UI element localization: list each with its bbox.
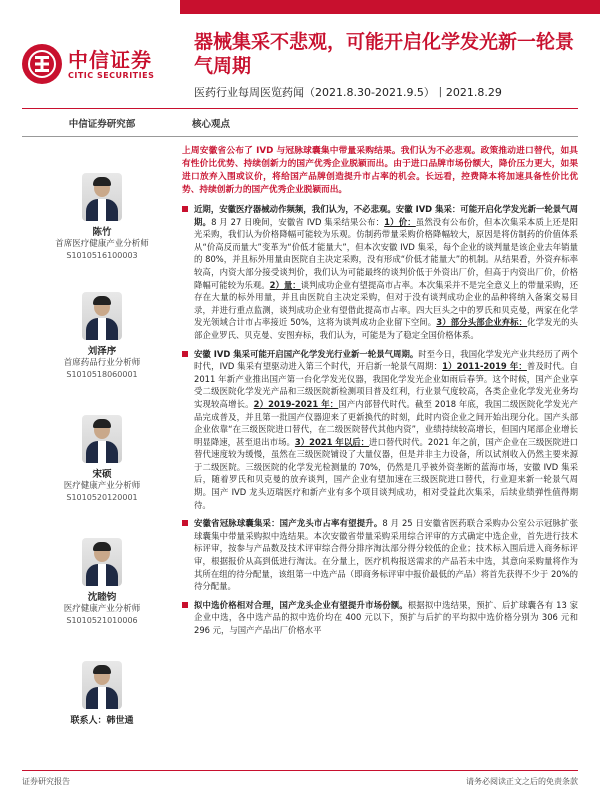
- analyst-license-id: S1010518060001: [66, 370, 138, 379]
- point-text: 8 月 27 日晚间，安徽省 IVD 集采结果公布：: [211, 216, 385, 227]
- analyst-card: [22, 415, 182, 504]
- analyst-license-id: S1010516100003: [66, 251, 138, 260]
- analyst-card: [22, 173, 182, 262]
- contact-person: 联系人：韩世通: [70, 716, 134, 726]
- point-lead: 近期，安徽医疗器械动作频频，我们认为，不必悲观。安徽 IVD 集采：可能开启化学发光新一轮景气周期。: [194, 204, 578, 227]
- analyst-name: 陈竹: [92, 227, 112, 238]
- core-views: [182, 112, 578, 643]
- footer-disclaimer: 请务必阅读正文之后的免责条款: [466, 777, 578, 786]
- point-text: 普及时代。自 2011 年新产业推出国产第一台化学发光仪器，我国化学发光企业如雨后春笋。这个时候，国产企业享受二级医院化学发光产品和三级医院新检测项目普及红利，行业景气度较高，各类企业化学发光业务均实现较高增长。: [194, 361, 579, 409]
- analyst-role: 首席药品行业分析师: [63, 358, 141, 368]
- point-text: 谈判成功企业有望提高市占率。本次集采并不是完全意义上的带量采购，还存在大量的标外用量，并且由医院自主决定采购，但对于没有谈判成功企业的品种将纳入备案交易目录，并进行重点监测，谈判成功企业有望借此提高市占率。四大巨头之中的罗氏和贝克曼，两家在化学发光领域合计市占率接近 50%，这将为谈判成功企业留下空间。: [194, 279, 579, 328]
- report-title: 器械集采不悲观，可能开启化学发光新一轮景气周期: [194, 31, 575, 77]
- footer-report-type: 证券研究报告: [22, 777, 70, 786]
- core-views-heading: 核心观点: [182, 112, 578, 137]
- point-text: 8 月 25 日安徽省医药联合采购办公室公示冠脉扩张球囊集中带量采购拟中选结果。本次安徽省带量采购采用综合评审的方式确定中选企业，首先进行技术标评审，按参与产品数及技术评审综合得分排序淘汰部分得分较低的企业；技术标入围后进入商务标评审，根据报价从高到低进行淘汰。在分量上，医疗机构报送需求的产品若未中选，其意向采购量将作为其所在组的待分配量，该组第一中选产品（即商务标评审中报价最低的产品）将首先获得不少于 20%的待分配量。: [194, 518, 578, 592]
- avatar: [82, 661, 122, 709]
- logo-cn-text: 中信证券: [68, 47, 152, 72]
- point-text: 时至今日，我国化学发光产业共经历了两个时代，IVD 集采有望驱动进入第三个时代，开启新一轮景气周期：: [194, 348, 578, 372]
- analyst-role: 医疗健康产业分析师: [63, 481, 141, 491]
- point-text: 进口替代时代。2021 年之前，国产企业在三级医院进口替代速度较为缓慢，虽然在三级医院铺设了大量仪器，但是并非主力设备，所以试剂收入仍然主要来源于二级医院。三级医院的化学发光检测量的 70%，仍然是几乎被外资垄断的蓝海市场，安徽 IVD 集采后，随着罗氏和贝克曼的放弃谈判，国产企业有望加速在三级医院进口替代，行业迎来新一轮景气周期。国产 IVD 龙头迈瑞医疗和新产业有多个项目谈判成功，相对受益此次集采，后续业绩弹性值得期待。: [194, 436, 578, 510]
- header-red-bar: [180, 0, 600, 14]
- list-item: [182, 599, 578, 637]
- analyst-name: 宋硕: [92, 469, 112, 480]
- point-lead: 拟中选价格相对合理，国产龙头企业有望提升市场份额。: [194, 599, 408, 610]
- contact-card: [22, 661, 182, 726]
- bullet-square-icon: [182, 206, 188, 212]
- point-subhead: 1）2011-2019 年：: [442, 361, 527, 372]
- analyst-name: 沈睦钧: [87, 592, 117, 603]
- point-subhead: 3）部分头部企业弃标：: [436, 317, 528, 328]
- footer-divider: [22, 770, 578, 771]
- point-lead: 安徽省冠脉球囊集采：国产龙头市占率有望提升。: [194, 518, 383, 529]
- analyst-name: 刘泽序: [87, 346, 117, 357]
- avatar: [82, 292, 122, 340]
- analyst-license-id: S1010521010006: [66, 616, 138, 625]
- citic-logo: [22, 44, 154, 84]
- list-item: [182, 517, 578, 593]
- analyst-card: [22, 538, 182, 627]
- analyst-sidebar: [22, 112, 182, 726]
- report-header: [0, 0, 600, 108]
- point-subhead: 2）2019-2021 年：: [253, 398, 339, 409]
- list-item: [182, 348, 578, 512]
- bullet-square-icon: [182, 602, 188, 608]
- list-item: [182, 203, 578, 342]
- point-text: 化学发光的头部企业罗氏、贝克曼、安图弃标，我们认为，可能是为了稳定全国价格体系。: [194, 317, 579, 340]
- point-text: 国产内部替代时代。截至 2018 年底，我国二级医院化学发光产品完成普及，并且第一批国产仪器迎来了更新换代的时刻，此时内资企业之间开始出现分化。国产头部企业依靠“在三级医院进口替代，在二级医院替代其他内资”，业绩持续较高增长，但国内尾部企业增长明显降速，甚至退出市场。: [194, 398, 578, 447]
- point-text: 虽然没有公布价，但本次集采本质上还是阳光采购，我们认为价格降幅可能较为乐观。仿制药带量采购价格降幅较大，原因是将仿制药的价值体系从“价高反而量大”变革为“价低才能量大”，但本次安徽 IVD 集采，每个企业的谈判量是该企业去年销量的 80%，并且标外用量由医院自主决定采购，没有形成“价低才能量大”的机制。从结果看，外资弃标率较高，内资大部分接受谈判价，我们认为可能最终的谈判价低于外资出厂价，但高于内资出厂价，价格降幅可能较为乐观。: [194, 216, 579, 290]
- point-text: 根据拟中选结果，预扩、后扩球囊各有 13 家企业中选，各中选产品的拟中选价均在 400 元以下，预扩与后扩的平均拟中选价格分别为 306 元和 296 元，与国产产品出厂价格水平: [194, 599, 578, 635]
- avatar: [82, 538, 122, 586]
- bullet-square-icon: [182, 520, 188, 526]
- analyst-card: [22, 292, 182, 381]
- logo-en-text: CITIC SECURITIES: [68, 70, 155, 80]
- point-subhead: 3）2021 年以后：: [294, 436, 370, 447]
- header-divider: [22, 108, 578, 109]
- sidebar-heading: 中信证券研究部: [22, 112, 182, 137]
- avatar: [82, 173, 122, 221]
- analyst-license-id: S1010520120001: [66, 493, 138, 502]
- avatar: [82, 415, 122, 463]
- point-lead: 安徽 IVD 集采可能开启国产化学发光行业新一轮景气周期。: [194, 348, 419, 359]
- point-subhead: 2）量：: [269, 279, 301, 290]
- bullet-square-icon: [182, 351, 188, 357]
- citic-emblem-icon: [22, 44, 62, 84]
- analyst-role: 医疗健康产业分析师: [63, 604, 141, 614]
- point-subhead: 1）价：: [384, 216, 416, 227]
- report-subtitle: 医药行业每周医览药闻（2021.8.30-2021.9.5）丨2021.8.29: [194, 86, 502, 99]
- summary-paragraph: 上周安徽省公布了 IVD 与冠脉球囊集中带量采购结果。我们认为不必悲观。政策推动进口替代，如具有性价比优势、持续创新力的国产优秀企业脱颖而出。由于进口品牌市场份额大，降价压力更大，如果进口放弃入围或议价，将给国产品牌创造提升市占率的机会。长远看，控费降本将加速具备性价比优势、持续创新力的国产优秀企业脱颖而出。: [182, 146, 578, 195]
- analyst-role: 首席医疗健康产业分析师: [55, 239, 149, 249]
